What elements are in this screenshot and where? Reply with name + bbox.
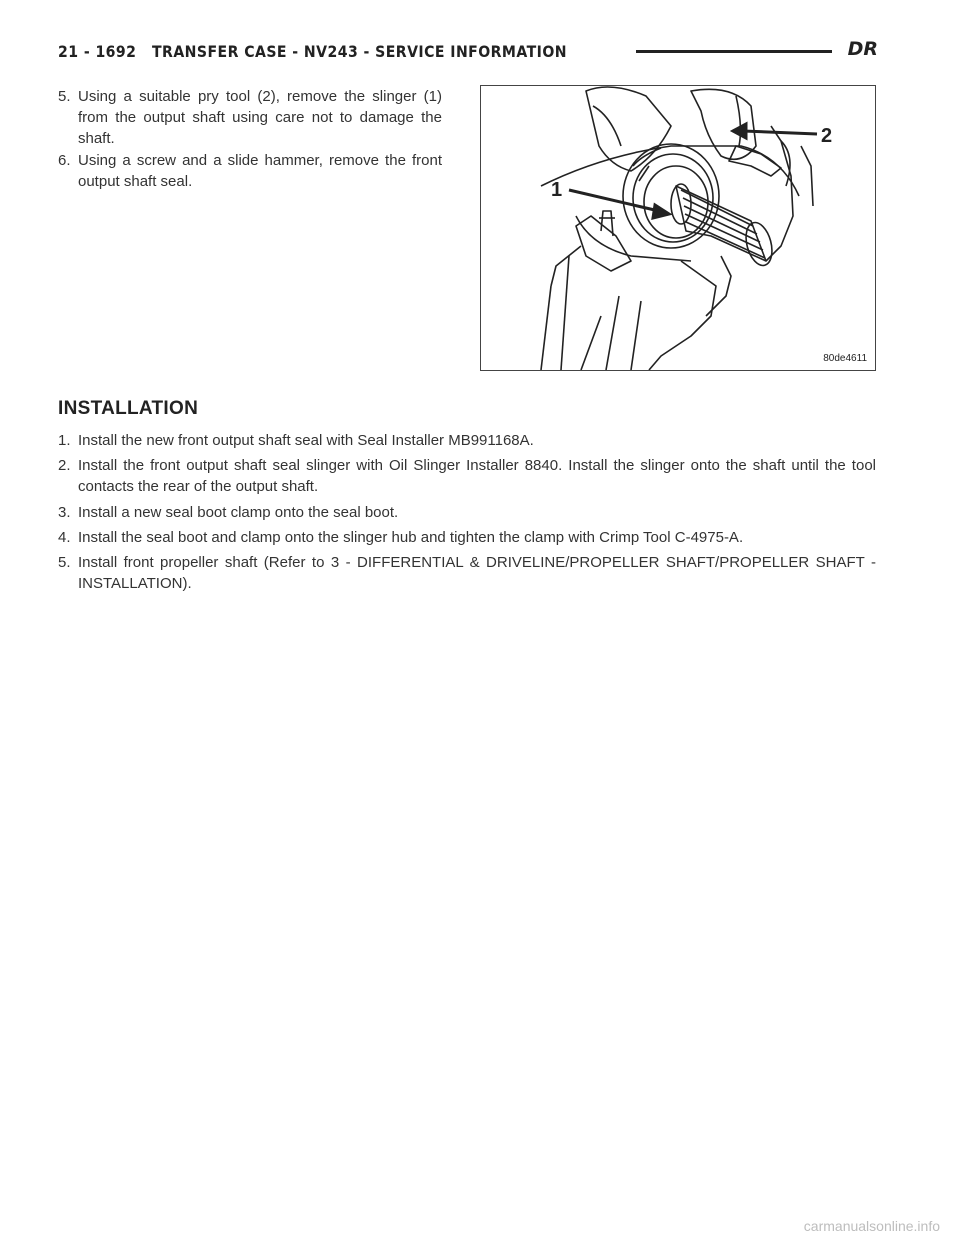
step-text: Install the seal boot and clamp onto the slinger hub and tighten the clamp with Crimp Tool C-4975-A. <box>78 529 744 546</box>
step-number: 5. <box>58 88 71 105</box>
step-number: 3. <box>58 504 71 521</box>
step-text: Using a suitable pry tool (2), remove the slinger (1) from the output shaft using care not to damage the shaft. <box>78 88 442 147</box>
installation-step <box>58 430 876 451</box>
step-text: Install the new front output shaft seal with Seal Installer MB991168A. <box>78 432 534 449</box>
step-number: 1. <box>58 432 71 449</box>
step-text: Install a new seal boot clamp onto the seal boot. <box>78 504 399 521</box>
installation-step <box>58 455 876 497</box>
step-number: 5. <box>58 554 71 571</box>
page-title: TRANSFER CASE - NV243 - SERVICE INFORMATION <box>152 41 567 61</box>
installation-step <box>58 502 876 523</box>
step-number: 4. <box>58 529 71 546</box>
step-text: Install front propeller shaft (Refer to 3 - DIFFERENTIAL & DRIVELINE/PROPELLER SHAFT/PROPELLER SHAFT - INSTALLATION). <box>78 554 876 592</box>
removal-step <box>58 150 442 192</box>
header-rule <box>636 50 832 53</box>
page-number: 21 - 1692 <box>58 41 137 61</box>
figure-illustration <box>481 86 875 370</box>
installation-step <box>58 552 876 594</box>
installation-step <box>58 527 876 548</box>
figure-code: 80de4611 <box>823 353 867 364</box>
callout-2: 2 <box>821 125 833 147</box>
step-number: 2. <box>58 457 71 474</box>
section-title-installation: INSTALLATION <box>58 398 199 419</box>
step-text: Using a screw and a slide hammer, remove the front output shaft seal. <box>78 152 442 190</box>
page-header <box>58 38 878 64</box>
removal-step <box>58 86 442 149</box>
step-number: 6. <box>58 152 71 169</box>
watermark: carmanualsonline.info <box>803 1218 940 1234</box>
step-text: Install the front output shaft seal slinger with Oil Slinger Installer 8840. Install the slinger onto the shaft until the tool contacts the rear of the output shaft. <box>78 457 876 495</box>
callout-1: 1 <box>551 179 563 201</box>
brand-logo: DR <box>847 38 878 60</box>
slinger-removal-figure <box>480 85 876 371</box>
